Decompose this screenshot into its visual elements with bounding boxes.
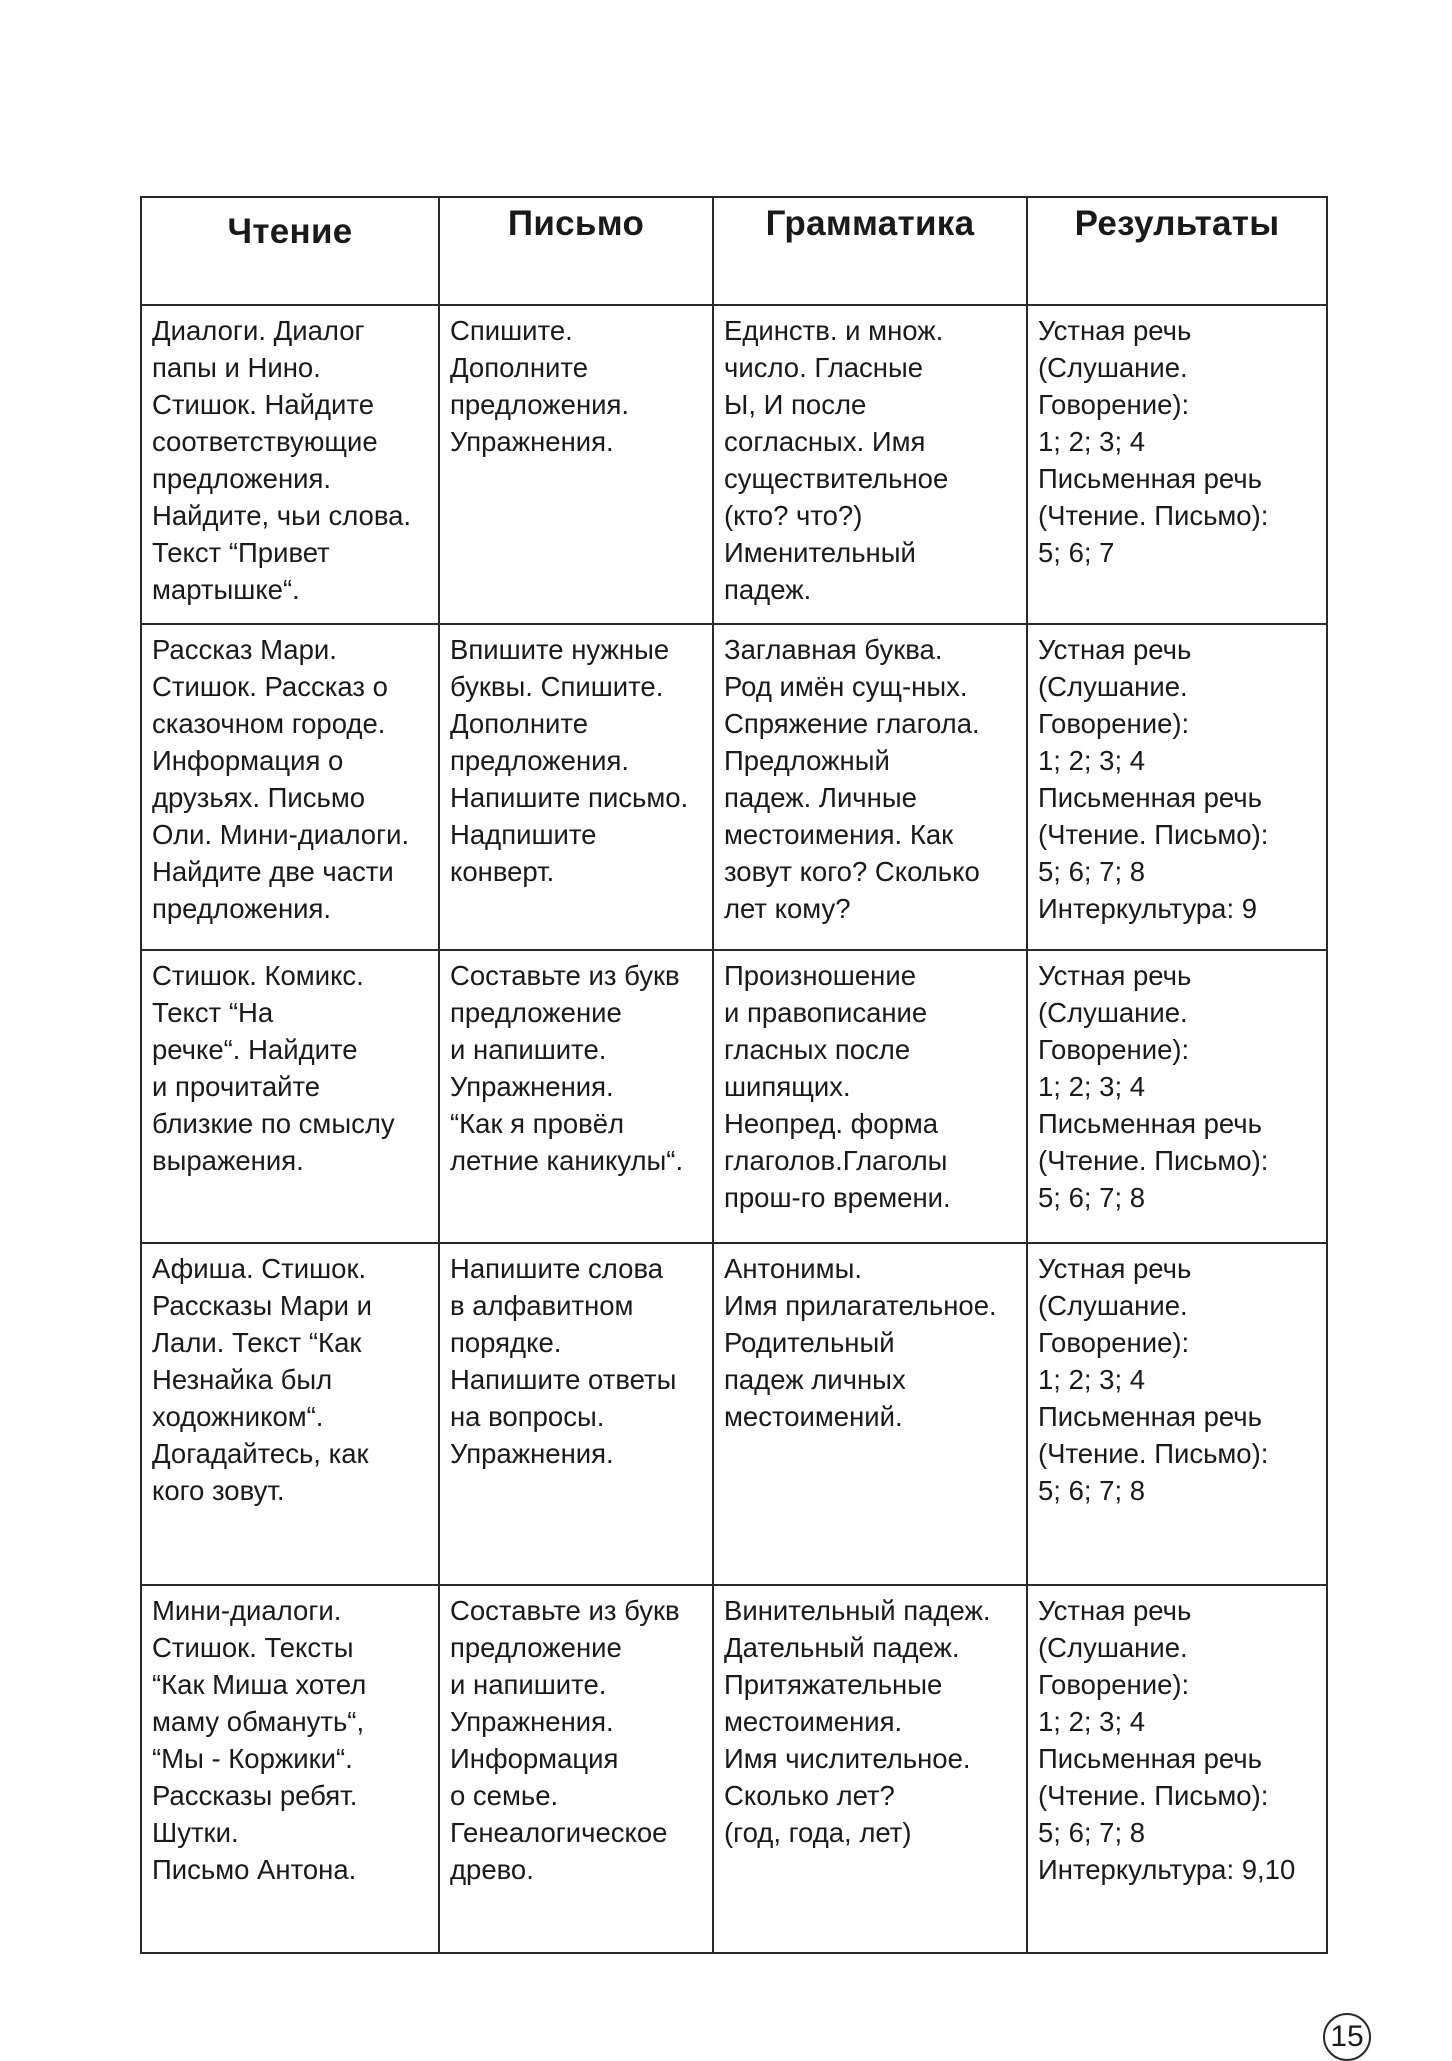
- cell-text-line: согласных. Имя: [724, 426, 926, 457]
- cell-text-line: Говорение):: [1038, 1327, 1190, 1358]
- header-results: Результаты: [1027, 197, 1327, 305]
- cell-text-line: Ы, И после: [724, 389, 867, 420]
- cell-text-line: Письменная речь: [1038, 1743, 1262, 1774]
- cell-text-line: “Как Миша хотел: [152, 1669, 367, 1700]
- cell-text-line: предложения.: [152, 893, 332, 924]
- cell-text-line: зовут кого? Сколько: [724, 856, 980, 887]
- cell-text-line: число. Гласные: [724, 352, 924, 383]
- cell-text-line: предложение: [450, 1632, 622, 1663]
- writing-cell: [439, 624, 713, 950]
- cell-text-line: Напишите ответы: [450, 1364, 677, 1395]
- cell-text-line: Упражнения.: [450, 426, 614, 457]
- cell-text-line: (Чтение. Письмо):: [1038, 819, 1269, 850]
- cell-text-line: предложение: [450, 997, 622, 1028]
- cell-text-line: Мини-диалоги.: [152, 1595, 342, 1626]
- cell-text-line: Говорение):: [1038, 1034, 1190, 1065]
- cell-text-line: 5; 6; 7; 8: [1038, 1475, 1146, 1506]
- cell-text-line: Текст “На: [152, 997, 274, 1028]
- writing-cell: [439, 1243, 713, 1585]
- cell-text-line: Письменная речь: [1038, 463, 1262, 494]
- cell-text-line: ходожником“.: [152, 1401, 324, 1432]
- grammar-cell: [713, 950, 1027, 1243]
- cell-text-line: предложения.: [152, 463, 332, 494]
- results-cell: [1027, 624, 1327, 950]
- cell-text-line: падеж.: [724, 574, 812, 605]
- cell-text-line: Упражнения.: [450, 1071, 614, 1102]
- cell-text-line: выражения.: [152, 1145, 304, 1176]
- table-row: [141, 1585, 1327, 1953]
- cell-text-line: Напишите письмо.: [450, 782, 689, 813]
- cell-text-line: Найдите две части: [152, 856, 394, 887]
- cell-text-line: прош-го времени.: [724, 1182, 951, 1213]
- cell-text-line: Именительный: [724, 537, 916, 568]
- cell-text-line: мартышке“.: [152, 574, 300, 605]
- cell-text-line: Письменная речь: [1038, 1108, 1262, 1139]
- cell-text-line: Стишок. Комикс.: [152, 960, 364, 991]
- cell-text-line: Незнайка был: [152, 1364, 333, 1395]
- cell-text-line: Заглавная буква.: [724, 634, 943, 665]
- results-cell: [1027, 1243, 1327, 1585]
- cell-text-line: летние каникулы“.: [450, 1145, 684, 1176]
- cell-text-line: в алфавитном: [450, 1290, 634, 1321]
- cell-text-line: Неопред. форма: [724, 1108, 939, 1139]
- header-grammar: Грамматика: [713, 197, 1027, 305]
- cell-text-line: Надпишите: [450, 819, 597, 850]
- page-number: 15: [1323, 2013, 1371, 2061]
- cell-text-line: Шутки.: [152, 1817, 239, 1848]
- cell-text-line: Интеркультура: 9: [1038, 893, 1258, 924]
- cell-text-line: Антонимы.: [724, 1253, 862, 1284]
- cell-text-line: лет кому?: [724, 893, 851, 924]
- cell-text-line: “Мы - Коржики“.: [152, 1743, 353, 1774]
- header-row: [141, 197, 1327, 305]
- cell-text-line: речке“. Найдите: [152, 1034, 358, 1065]
- cell-text-line: Винительный падеж.: [724, 1595, 991, 1626]
- cell-text-line: Притяжательные: [724, 1669, 943, 1700]
- cell-text-line: Устная речь: [1038, 1253, 1192, 1284]
- reading-cell: [141, 1585, 439, 1953]
- grammar-cell: [713, 305, 1027, 624]
- cell-text-line: Интеркультура: 9,10: [1038, 1854, 1296, 1885]
- cell-text-line: Имя числительное.: [724, 1743, 971, 1774]
- cell-text-line: шипящих.: [724, 1071, 851, 1102]
- cell-text-line: местоимения. Как: [724, 819, 954, 850]
- cell-text-line: гласных после: [724, 1034, 911, 1065]
- cell-text-line: Текст “Привет: [152, 537, 330, 568]
- cell-text-line: падеж личных: [724, 1364, 906, 1395]
- cell-text-line: (Чтение. Письмо):: [1038, 1145, 1269, 1176]
- cell-text-line: Род имён сущ-ных.: [724, 671, 968, 702]
- grammar-cell: [713, 624, 1027, 950]
- cell-text-line: буквы. Спишите.: [450, 671, 664, 702]
- writing-cell: [439, 950, 713, 1243]
- cell-text-line: Рассказы ребят.: [152, 1780, 358, 1811]
- cell-text-line: Говорение):: [1038, 1669, 1190, 1700]
- cell-text-line: Диалоги. Диалог: [152, 315, 365, 346]
- cell-text-line: (Чтение. Письмо):: [1038, 500, 1269, 531]
- cell-text-line: конверт.: [450, 856, 555, 887]
- cell-text-line: Стишок. Рассказ о: [152, 671, 388, 702]
- table-row: [141, 1243, 1327, 1585]
- cell-text-line: Лали. Текст “Как: [152, 1327, 362, 1358]
- cell-text-line: сказочном городе.: [152, 708, 386, 739]
- header-reading: Чтение: [141, 197, 439, 305]
- cell-text-line: Информация о: [152, 745, 344, 776]
- cell-text-line: 1; 2; 3; 4: [1038, 1364, 1146, 1395]
- cell-text-line: Письменная речь: [1038, 782, 1262, 813]
- reading-cell: [141, 305, 439, 624]
- cell-text-line: местоимения.: [724, 1706, 903, 1737]
- cell-text-line: Найдите, чьи слова.: [152, 500, 412, 531]
- cell-text-line: предложения.: [450, 389, 630, 420]
- cell-text-line: папы и Нино.: [152, 352, 321, 383]
- cell-text-line: Дополните: [450, 352, 588, 383]
- cell-text-line: Напишите слова: [450, 1253, 664, 1284]
- curriculum-table: [140, 196, 1328, 1954]
- cell-text-line: Произношение: [724, 960, 917, 991]
- cell-text-line: Стишок. Найдите: [152, 389, 374, 420]
- cell-text-line: Упражнения.: [450, 1438, 614, 1469]
- cell-text-line: близкие по смыслу: [152, 1108, 395, 1139]
- cell-text-line: Письменная речь: [1038, 1401, 1262, 1432]
- cell-text-line: (Чтение. Письмо):: [1038, 1780, 1269, 1811]
- cell-text-line: Рассказы Мари и: [152, 1290, 373, 1321]
- cell-text-line: Афиша. Стишок.: [152, 1253, 367, 1284]
- header-writing: Письмо: [439, 197, 713, 305]
- table-row: [141, 624, 1327, 950]
- cell-text-line: 1; 2; 3; 4: [1038, 426, 1146, 457]
- cell-text-line: Информация: [450, 1743, 619, 1774]
- cell-text-line: и напишите.: [450, 1034, 607, 1065]
- cell-text-line: существительное: [724, 463, 949, 494]
- cell-text-line: 1; 2; 3; 4: [1038, 1706, 1146, 1737]
- cell-text-line: Устная речь: [1038, 1595, 1192, 1626]
- cell-text-line: 5; 6; 7; 8: [1038, 856, 1146, 887]
- cell-text-line: Рассказ Мари.: [152, 634, 337, 665]
- cell-text-line: Упражнения.: [450, 1706, 614, 1737]
- cell-text-line: Впишите нужные: [450, 634, 670, 665]
- cell-text-line: Дополните: [450, 708, 588, 739]
- cell-text-line: соответствующие: [152, 426, 378, 457]
- cell-text-line: порядке.: [450, 1327, 562, 1358]
- grammar-cell: [713, 1243, 1027, 1585]
- reading-cell: [141, 950, 439, 1243]
- cell-text-line: Догадайтесь, как: [152, 1438, 369, 1469]
- cell-text-line: Генеалогическое: [450, 1817, 668, 1848]
- cell-text-line: (Слушание.: [1038, 1290, 1188, 1321]
- cell-text-line: 1; 2; 3; 4: [1038, 745, 1146, 776]
- cell-text-line: (кто? что?): [724, 500, 863, 531]
- cell-text-line: Оли. Мини-диалоги.: [152, 819, 410, 850]
- writing-cell: [439, 305, 713, 624]
- cell-text-line: Имя прилагательное.: [724, 1290, 997, 1321]
- cell-text-line: (Слушание.: [1038, 352, 1188, 383]
- cell-text-line: предложения.: [450, 745, 630, 776]
- reading-cell: [141, 624, 439, 950]
- cell-text-line: глаголов.Глаголы: [724, 1145, 948, 1176]
- cell-text-line: 5; 6; 7: [1038, 537, 1115, 568]
- table-row: [141, 950, 1327, 1243]
- cell-text-line: древо.: [450, 1854, 534, 1885]
- results-cell: [1027, 1585, 1327, 1953]
- cell-text-line: и напишите.: [450, 1669, 607, 1700]
- grammar-cell: [713, 1585, 1027, 1953]
- cell-text-line: и прочитайте: [152, 1071, 321, 1102]
- cell-text-line: и правописание: [724, 997, 928, 1028]
- cell-text-line: Дательный падеж.: [724, 1632, 960, 1663]
- table-row: [141, 305, 1327, 624]
- cell-text-line: падеж. Личные: [724, 782, 917, 813]
- cell-text-line: Сколько лет?: [724, 1780, 895, 1811]
- cell-text-line: (год, года, лет): [724, 1817, 912, 1848]
- cell-text-line: Стишок. Тексты: [152, 1632, 354, 1663]
- cell-text-line: местоимений.: [724, 1401, 903, 1432]
- cell-text-line: “Как я провёл: [450, 1108, 625, 1139]
- writing-cell: [439, 1585, 713, 1953]
- results-cell: [1027, 950, 1327, 1243]
- cell-text-line: Составьте из букв: [450, 960, 680, 991]
- cell-text-line: 5; 6; 7; 8: [1038, 1817, 1146, 1848]
- results-cell: [1027, 305, 1327, 624]
- cell-text-line: Устная речь: [1038, 960, 1192, 991]
- cell-text-line: 1; 2; 3; 4: [1038, 1071, 1146, 1102]
- cell-text-line: Предложный: [724, 745, 890, 776]
- cell-text-line: Устная речь: [1038, 634, 1192, 665]
- cell-text-line: о семье.: [450, 1780, 559, 1811]
- cell-text-line: на вопросы.: [450, 1401, 605, 1432]
- cell-text-line: Спишите.: [450, 315, 573, 346]
- cell-text-line: кого зовут.: [152, 1475, 285, 1506]
- cell-text-line: Единств. и множ.: [724, 315, 944, 346]
- cell-text-line: Родительный: [724, 1327, 895, 1358]
- reading-cell: [141, 1243, 439, 1585]
- cell-text-line: (Слушание.: [1038, 671, 1188, 702]
- cell-text-line: (Слушание.: [1038, 1632, 1188, 1663]
- cell-text-line: (Чтение. Письмо):: [1038, 1438, 1269, 1469]
- cell-text-line: друзьях. Письмо: [152, 782, 366, 813]
- cell-text-line: (Слушание.: [1038, 997, 1188, 1028]
- cell-text-line: 5; 6; 7; 8: [1038, 1182, 1146, 1213]
- cell-text-line: Спряжение глагола.: [724, 708, 980, 739]
- cell-text-line: Говорение):: [1038, 389, 1190, 420]
- cell-text-line: Устная речь: [1038, 315, 1192, 346]
- cell-text-line: Составьте из букв: [450, 1595, 680, 1626]
- cell-text-line: Говорение):: [1038, 708, 1190, 739]
- cell-text-line: маму обмануть“,: [152, 1706, 365, 1737]
- cell-text-line: Письмо Антона.: [152, 1854, 357, 1885]
